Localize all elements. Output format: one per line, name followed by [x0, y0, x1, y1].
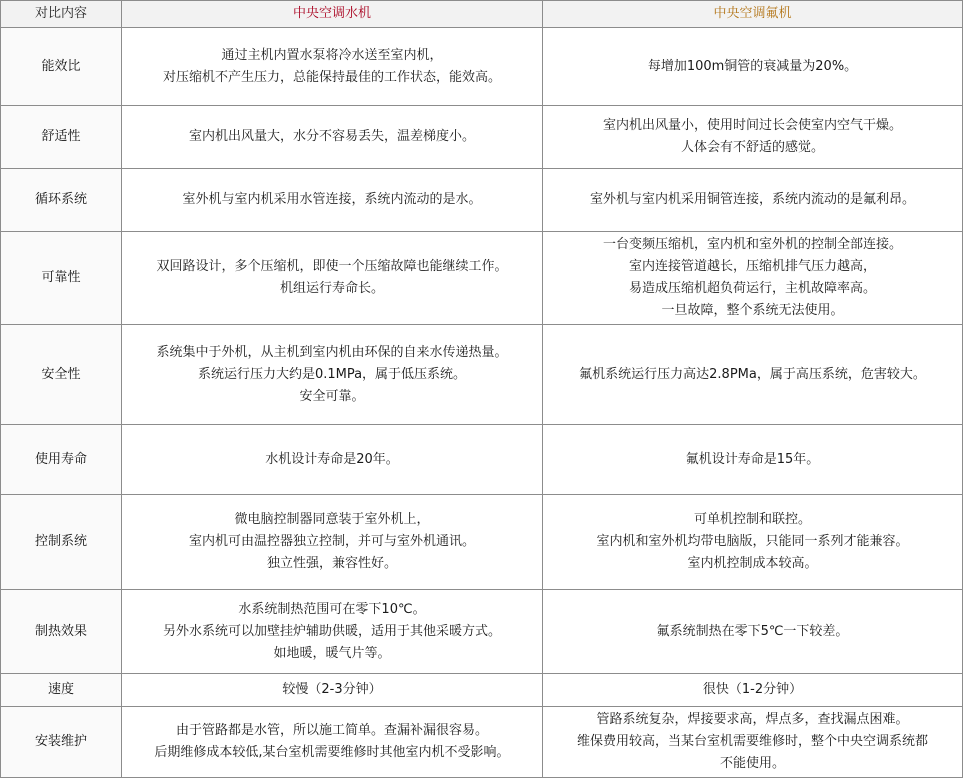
cell-water-chiller	[122, 495, 543, 590]
row-category: 使用寿命	[1, 425, 122, 495]
cell-text-line: 氟机系统运行压力高达2.8PMa，属于高压系统，危害较大。	[579, 366, 926, 382]
cell-freon-unit	[543, 425, 963, 495]
table-row	[1, 232, 963, 325]
cell-freon-unit	[543, 169, 963, 232]
cell-text-line: 室外机与室内机采用水管连接，系统内流动的是水。	[182, 192, 482, 207]
cell-freon-unit	[543, 495, 963, 590]
row-category: 可靠性	[1, 232, 122, 325]
header-row	[1, 1, 963, 28]
cell-text-line: 通过主机内置水泵将冷水送至室内机，	[221, 47, 443, 63]
cell-text-line: 可单机控制和联控。	[693, 512, 811, 527]
row-category: 舒适性	[1, 106, 122, 169]
cell-text-line: 系统运行压力大约是0.1MPa，属于低压系统。	[197, 366, 467, 382]
header-corner: 对比内容	[1, 1, 122, 28]
cell-text-line: 独立性强，兼容性好。	[266, 556, 397, 571]
cell-text-line: 水系统制热范围可在零下10℃。	[238, 601, 426, 617]
cell-water-chiller	[122, 707, 543, 778]
cell-text-line: 水机设计寿命是20年。	[265, 451, 399, 467]
cell-text-line: 管路系统复杂，焊接要求高，焊点多，查找漏点困难。	[596, 712, 909, 727]
cell-freon-unit	[543, 707, 963, 778]
row-category: 速度	[1, 674, 122, 707]
cell-freon-unit	[543, 674, 963, 707]
cell-text-line: 安全可靠。	[299, 388, 365, 404]
cell-text-line: 由于管路都是水管，所以施工简单。查漏补漏很容易。	[175, 723, 488, 738]
cell-water-chiller	[122, 169, 543, 232]
cell-water-chiller	[122, 425, 543, 495]
cell-text-line: 易造成压缩机超负荷运行，主机故障率高。	[628, 281, 876, 296]
cell-text-line: 室外机与室内机采用铜管连接，系统内流动的是氟利昂。	[589, 192, 915, 207]
cell-text-line: 氟机设计寿命是15年。	[685, 451, 820, 467]
cell-water-chiller	[122, 325, 543, 425]
cell-text-line: 另外水系统可以加壁挂炉辅助供暖，适用于其他采暖方式。	[162, 623, 501, 639]
table-row	[1, 707, 963, 778]
cell-text-line: 人体会有不舒适的感觉。	[680, 140, 824, 155]
cell-freon-unit	[543, 590, 963, 674]
table-row	[1, 495, 963, 590]
cell-water-chiller	[122, 232, 543, 325]
cell-text-line: 微电脑控制器同意装于室外机上，	[234, 512, 430, 527]
table-row	[1, 325, 963, 425]
cell-text-line: 氟系统制热在零下5℃一下较差。	[656, 623, 849, 639]
cell-text-line: 如地暖，暖气片等。	[273, 645, 391, 661]
cell-text-line: 较慢（2-3分钟）	[282, 682, 382, 697]
table-row	[1, 169, 963, 232]
row-category: 循环系统	[1, 169, 122, 232]
cell-text-line: 维保费用较高，当某台室机需要维修时，整个中央空调系统都	[576, 734, 928, 749]
cell-water-chiller	[122, 28, 543, 106]
cell-text-line: 对压缩机不产生压力，总能保持最佳的工作状态，能效高。	[162, 69, 501, 85]
cell-text-line: 室内机出风量小，使用时间过长会使室内空气干燥。	[602, 118, 902, 133]
header-freon-unit: 中央空调氟机	[543, 1, 963, 28]
table-row	[1, 425, 963, 495]
cell-text-line: 室内机可由温控器独立控制，并可与室外机通讯。	[188, 534, 475, 549]
cell-text-line: 室内机控制成本较高。	[687, 556, 818, 571]
cell-text-line: 一台变频压缩机，室内机和室外机的控制全部连接。	[602, 237, 902, 252]
cell-text-line: 机组运行寿命长。	[279, 281, 384, 296]
cell-text-line: 不能使用。	[719, 756, 785, 771]
cell-text-line: 双回路设计，多个压缩机，即使一个压缩故障也能继续工作。	[156, 259, 508, 274]
table-row	[1, 590, 963, 674]
row-category: 控制系统	[1, 495, 122, 590]
row-category: 能效比	[1, 28, 122, 106]
row-category: 制热效果	[1, 590, 122, 674]
cell-water-chiller	[122, 674, 543, 707]
row-category: 安全性	[1, 325, 122, 425]
comparison-body	[1, 28, 963, 778]
cell-text-line: 很快（1-2分钟）	[702, 682, 803, 697]
header-water-chiller: 中央空调水机	[122, 1, 543, 28]
cell-text-line: 每增加100m铜管的衰减量为20%。	[647, 58, 858, 74]
cell-freon-unit	[543, 232, 963, 325]
cell-text-line: 一旦故障，整个系统无法使用。	[661, 303, 844, 318]
cell-freon-unit	[543, 106, 963, 169]
table-row	[1, 28, 963, 106]
cell-freon-unit	[543, 325, 963, 425]
cell-text-line: 室内连接管道越长，压缩机排气压力越高，	[628, 259, 876, 274]
cell-text-line: 室内机和室外机均带电脑版，只能同一系列才能兼容。	[596, 534, 909, 549]
cell-freon-unit	[543, 28, 963, 106]
table-row	[1, 106, 963, 169]
cell-water-chiller	[122, 106, 543, 169]
cell-water-chiller	[122, 590, 543, 674]
row-category: 安装维护	[1, 707, 122, 778]
cell-text-line: 系统集中于外机，从主机到室内机由环保的自来水传递热量。	[156, 344, 508, 360]
table-row	[1, 674, 963, 707]
cell-text-line: 室内机出风量大，水分不容易丢失，温差梯度小。	[188, 129, 475, 144]
cell-text-line: 后期维修成本较低,某台室机需要维修时其他室内机不受影响。	[154, 745, 510, 760]
